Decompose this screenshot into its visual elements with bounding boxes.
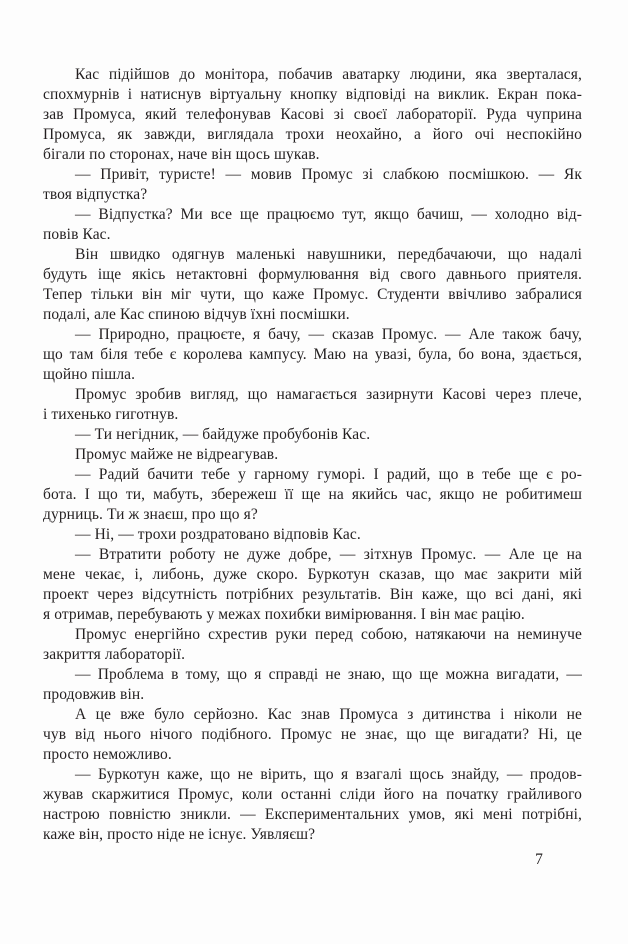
text-line: Тепер тільки він міг чути, що каже Промус. Студенти ввічливо забралися bbox=[43, 286, 582, 303]
text-line: Промус енергійно схрестив руки перед собою, натякаючи на неминуче bbox=[75, 626, 582, 643]
text-line: Промус зробив вигляд, що намагається зазирнути Касові через плече, bbox=[75, 386, 582, 403]
paragraph bbox=[43, 165, 582, 205]
paragraph bbox=[43, 325, 582, 385]
paragraph bbox=[43, 425, 582, 445]
paragraph bbox=[43, 665, 582, 705]
text-line: я отримав, перебувають у межах похибки вимірювання. І він має рацію. bbox=[43, 606, 525, 623]
text-line: Промуса, як завжди, виглядала трохи неохайно, а його очі неспокійно bbox=[43, 126, 582, 143]
text-line: закриття лабораторії. bbox=[43, 646, 186, 663]
text-line: спохмурнів і натиснув віртуальну кнопку відповіді на виклик. Екран пока- bbox=[43, 86, 582, 103]
text-line: зав Промуса, який телефонував Касові зі своєї лабораторії. Руда чуприна bbox=[43, 106, 582, 123]
text-line: бота. І що ти, мабуть, збережеш її ще на якийсь час, якщо не робитимеш bbox=[43, 486, 582, 503]
text-line: настрою повністю зникли. — Експериментальних умов, які мені потрібні, bbox=[43, 806, 582, 823]
paragraph bbox=[43, 465, 582, 525]
paragraph bbox=[43, 705, 582, 765]
text-line: подалі, але Кас спиною відчув їхні посмішки. bbox=[43, 306, 350, 323]
text-line: щойно пішла. bbox=[43, 366, 136, 383]
paragraph bbox=[43, 445, 582, 465]
paragraph bbox=[43, 205, 582, 245]
text-line: жував скаржитися Промус, коли останні сліди його на початку грайливого bbox=[43, 786, 582, 803]
text-line: — Втратити роботу не дуже добре, — зітхнув Промус. — Але це на bbox=[75, 546, 582, 563]
text-line: — Природно, працюєте, я бачу, — сказав Промус. — Але також бачу, bbox=[75, 326, 582, 343]
text-line: — Відпустка? Ми все ще працюємо тут, якщо бачиш, — холодно від- bbox=[75, 206, 582, 223]
text-line: повів Кас. bbox=[43, 226, 111, 243]
text-line: Кас підійшов до монітора, побачив аватарку людини, яка зверталася, bbox=[75, 66, 582, 83]
body-text bbox=[43, 65, 582, 845]
text-line: каже він, просто ніде не існує. Уявляєш? bbox=[43, 826, 316, 843]
text-line: що там біля тебе є королева кампусу. Маю на увазі, була, бо вона, здається, bbox=[43, 346, 582, 363]
text-line: бігали по сторонах, наче він щось шукав. bbox=[43, 146, 320, 163]
paragraph bbox=[43, 385, 582, 425]
text-line: — Ні, — трохи роздратовано відповів Кас. bbox=[75, 526, 361, 543]
text-line: і тихенько гиготнув. bbox=[43, 406, 179, 423]
text-line: Промус майже не відреагував. bbox=[75, 446, 279, 463]
page-number: 7 bbox=[535, 851, 543, 868]
text-line: мене чекає, і, либонь, дуже скоро. Буркотун сказав, що має закрити мій bbox=[43, 566, 582, 583]
paragraph bbox=[43, 245, 582, 325]
text-line: — Ти негідник, — байдуже пробубонів Кас. bbox=[75, 426, 371, 443]
text-line: — Привіт, туристе! — мовив Промус зі слабкою посмішкою. — Як bbox=[75, 166, 582, 183]
text-line: продовжив він. bbox=[43, 686, 145, 703]
text-line: будуть іще якісь нетактовні формулювання від свого давнього приятеля. bbox=[43, 266, 582, 283]
text-line: — Радий бачити тебе у гарному гуморі. І радий, що в тебе ще є ро- bbox=[75, 466, 582, 483]
paragraph bbox=[43, 545, 582, 625]
paragraph bbox=[43, 625, 582, 665]
text-line: дурниць. Ти ж знаєш, про що я? bbox=[43, 506, 258, 523]
paragraph bbox=[43, 525, 582, 545]
text-line: проект через відсутність потрібних результатів. Він каже, що всі дані, які bbox=[43, 586, 582, 603]
text-line: А це вже було серйозно. Кас знав Промуса з дитинства і ніколи не bbox=[75, 706, 582, 723]
text-line: — Буркотун каже, що не вірить, що я взагалі щось знайду, — продов- bbox=[75, 766, 582, 783]
text-line: твоя відпустка? bbox=[43, 186, 148, 203]
paragraph bbox=[43, 65, 582, 165]
paragraph bbox=[43, 765, 582, 845]
text-line: чув від нього нічого подібного. Промус не знає, що ще вигадати? Ні, це bbox=[43, 726, 582, 743]
text-line: просто неможливо. bbox=[43, 746, 172, 763]
text-line: — Проблема в тому, що я справді не знаю, що ще можна вигадати, — bbox=[75, 666, 582, 683]
text-line: Він швидко одягнув маленькі навушники, передбачаючи, що надалі bbox=[75, 246, 582, 263]
